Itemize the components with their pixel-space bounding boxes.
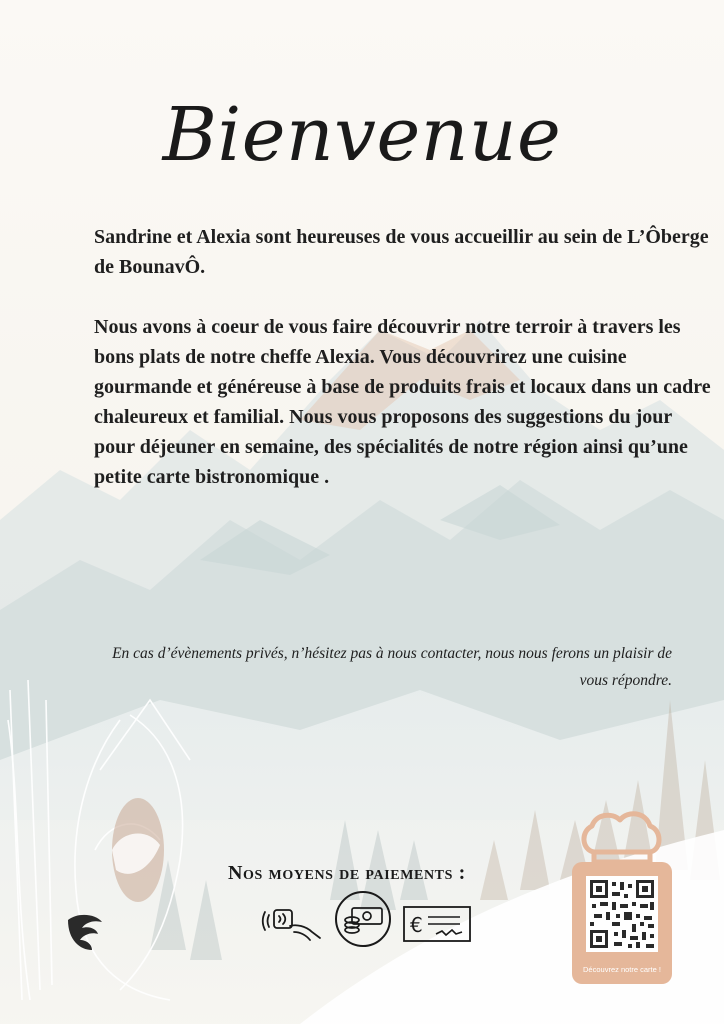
events-note: En cas d’évènements privés, n’hésitez pas à nous contacter, nous nous ferons un plaisir de vous répondre. <box>112 645 672 689</box>
title-text: Bienvenue <box>162 92 562 178</box>
cheque-euro-icon <box>402 904 472 944</box>
payment-title: Nos moyens de paiements : <box>228 862 466 884</box>
qr-code-card[interactable] <box>572 804 672 984</box>
svg-text:€: € <box>410 913 423 937</box>
restaurant-logo-icon <box>62 910 108 954</box>
page-title <box>0 92 724 178</box>
chef-hat-icon <box>584 814 659 862</box>
cash-coins-icon <box>334 890 392 948</box>
contactless-card-icon <box>260 902 324 942</box>
intro-paragraph: Nous avons à coeur de vous faire découvrir notre terroir à travers les bons plats de notre cheffe Alexia. Vous découvrirez une cuisine gourmande et généreuse à base de produits frais et locaux dans un cadre chaleureux et familial. Nous vous proposons des suggestions du jour pour déjeuner en semaine, des spécialités de notre région ainsi qu’une petite carte bistronomique . <box>94 316 711 488</box>
intro-text <box>94 222 714 492</box>
qr-caption: Découvrez notre carte ! <box>583 965 661 974</box>
intro-paragraph: Sandrine et Alexia sont heureuses de vous accueillir au sein de L’Ôberge de BounavÔ. <box>94 226 709 278</box>
